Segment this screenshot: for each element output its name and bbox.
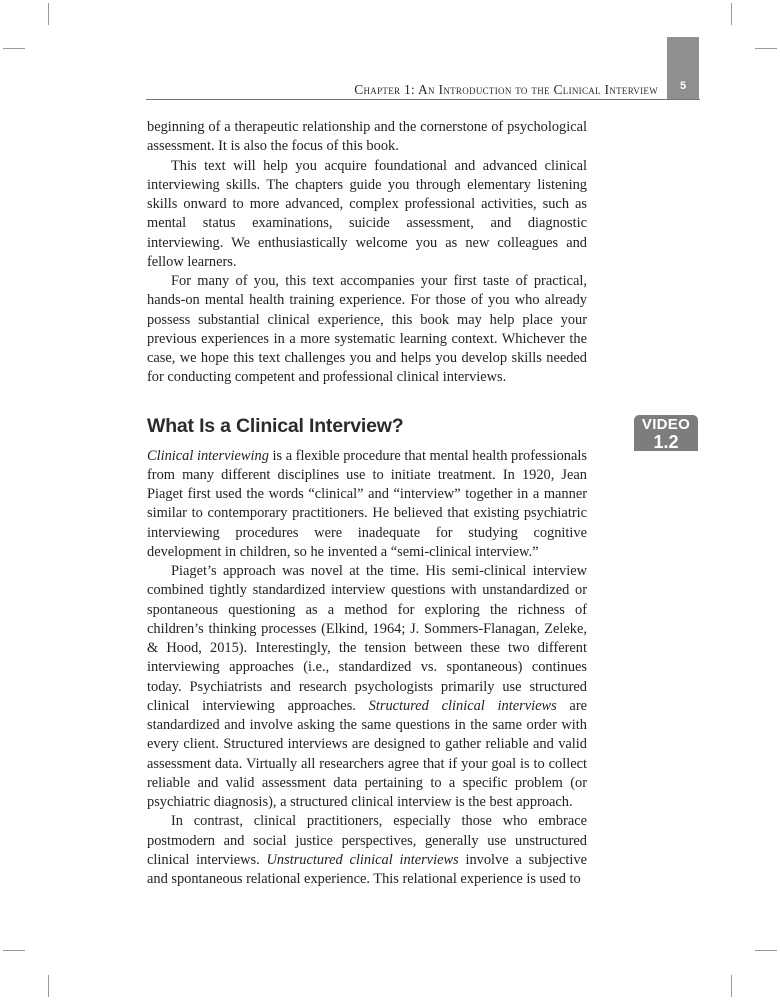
paragraph-3: For many of you, this text accompanies your first taste of practical, hands-on mental health training experience. For those of you who already possess substantial clinical experience, this book may help place your previous experiences in a more systematic learning context. Whichever the case, we hope this text challenges you and helps you develop skills needed for conducting competent and professional clinical interviews. — [147, 273, 587, 386]
paragraph-2: This text will help you acquire foundational and advanced clinical interviewing skills. The chapters guide you through elementary listening skills onward to more advanced, complex professional activities, such as mental status examinations, suicide assessment, and diagnostic interviewing. We enthusiastically welcome you as new colleagues and fellow learners. — [147, 157, 587, 270]
video-badge[interactable] — [634, 415, 698, 451]
running-head: Chapter 1: An Introduction to the Clinical Interview — [354, 82, 658, 97]
video-badge-label: VIDEO — [641, 416, 691, 433]
paragraph-4 — [147, 447, 587, 563]
crop-mark-bottom-right-h — [755, 950, 777, 951]
crop-mark-bottom-left — [48, 975, 49, 997]
video-badge-number: 1.2 — [653, 432, 679, 452]
term-clinical-interviewing: Clinical interviewing — [147, 447, 269, 464]
paragraph-4-text: is a flexible procedure that mental health professionals from many different disciplines use to initiate treatment. In 1920, Jean Piaget first used the words “clinical” and “interview” together in a manner similar to contemporary practitioners. He believed that existing psychiatric interviewing procedures were inadequate for studying cognitive development in children, so he invented a “semi-clinical interview.” — [147, 447, 587, 560]
crop-mark-top-left — [48, 3, 49, 25]
paragraph-5-text-b: are standardized and involve asking the same questions in the same order with every client. Structured interviews are designed to gather reliable and valid assessment data. Virtually all researchers agree that if your goal is to collect reliable and valid assessment data pertaining to a specific problem (or psychiatric diagnosis), a structured clinical interview is the best approach. — [147, 697, 588, 810]
paragraph-6-text-a: In contrast, clinical practitioners, especially those who embrace postmodern and social justice perspectives, generally use unstructured clinical interviews. — [147, 813, 587, 868]
term-structured-interviews: Structured clinical interviews — [368, 697, 557, 714]
crop-mark-top-left-h — [3, 48, 25, 49]
crop-mark-bottom-left-h — [3, 950, 25, 951]
crop-mark-bottom-right — [731, 975, 732, 997]
paragraph-5-text-a: Piaget’s approach was novel at the time. His semi-clinical interview combined tightly standardized interview questions with unstandardized or spontaneous questioning as a method for exploring the richness of children’s thinking processes (Elkind, 1964; J. Sommers-Flanagan, Zeleke, & Hood, 2015). Interestingly, the tension between these two different interviewing approaches (i.e., standardized vs. spontaneous) continues today. Psychiatrists and research psychologists primarily use structured clinical interviewing approaches. — [147, 563, 587, 714]
header-rule — [146, 99, 700, 100]
paragraph-6 — [147, 812, 587, 889]
paragraph-5 — [147, 562, 587, 812]
crop-mark-top-right-h — [755, 48, 777, 49]
term-unstructured-interviews: Unstructured clinical interviews — [266, 851, 459, 868]
paragraph-1: beginning of a therapeutic relationship and the cornerstone of psychological assessment. It is also the focus of this book. — [147, 119, 587, 155]
crop-mark-top-right — [731, 3, 732, 25]
section-heading: What Is a Clinical Interview? — [147, 414, 404, 437]
page-number: 5 — [679, 80, 687, 92]
body-text — [147, 118, 587, 889]
paragraph-6-text-b: involve a subjective and spontaneous relational experience. This relational experience is used to — [147, 851, 587, 887]
